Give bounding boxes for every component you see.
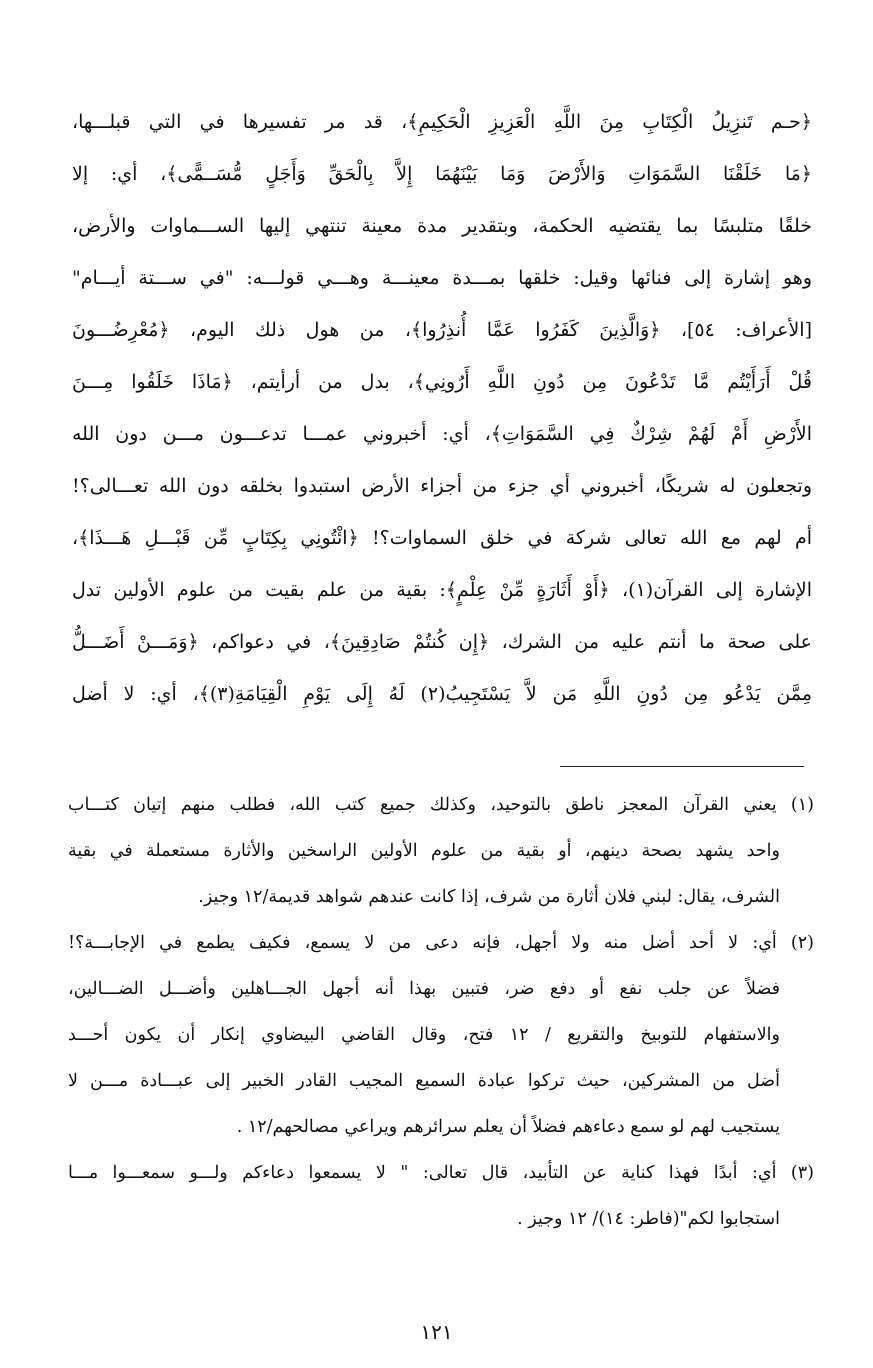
footnote-line: والاستفهام للتوبيخ والتقريع / ١٢ فتح، وقال القاضي البيضاوي إنكار أن يكون أحـــد [68,1025,780,1045]
footnote-line: أضل من المشركين، حيث تركوا عبادة السميع المجيب القادر الخبير إلى عبـــادة مـــن لا [68,1071,780,1091]
footnote-line: واحد يشهد بصحة دينهم، أو بقية من علوم الأولين الراسخين والأثارة مستعملة في بقية [68,841,780,861]
text-line: خلقًا متلبسًا بما يقتضيه الحكمة، وبتقدير مدة معينة تنتهي إليها الســـماوات والأرض، [72,215,812,237]
footnote-line: استجابوا لكم"(فاطر: ١٤)/ ١٢ وجيز . [517,1209,780,1229]
main-text [72,96,812,720]
text-line: أم لهم مع الله تعالى شركة في خلق السماوات؟! ﴿ائْتُونِي بِكِتَابٍ مِّن قَبْـــلِ هَـــذَا﴾، [72,527,812,549]
text-line: ﴿مَا خَلَقْنَا السَّمَوَاتِ وَالأَرْضَ وَمَا بَيْنَهُمَا إِلاَّ بِالْحَقِّ وَأَجَلٍ مُّسَــمًّى﴾، أي: إلا [72,163,812,185]
text-line: على صحة ما أنتم عليه من الشرك، ﴿إِن كُنتُمْ صَادِقِينَ﴾، في دعواكم، ﴿وَمَـــنْ أَضَـــلُّ [72,631,812,653]
text-line: وهو إشارة إلى فنائها وقيل: خلقها بمـــدة معينـــة وهـــي قولـــه: "في ســـتة أيـــام" [72,267,812,289]
footnote-line: (١) يعني القرآن المعجز ناطق بالتوحيد، وكذلك جميع كتب الله، فطلب منهم إتيان كتـــاب [68,795,814,815]
footnote-separator [560,766,804,767]
footnote-1 [68,782,814,920]
page-number: ١٢١ [420,1320,453,1344]
text-line: وتجعلون له شريكًا، أخبروني أي جزء من أجزاء الأرض استبدوا بخلقه دون الله تعـــالى؟! [72,475,812,497]
footnote-line: الشرف، يقال: لبني فلان أثارة من شرف، إذا كانت عندهم شواهد قديمة/١٢ وجيز. [198,887,780,907]
footnotes [68,782,814,1242]
footnote-3 [68,1150,814,1242]
text-line: [الأعراف: ٥٤]، ﴿وَالَّذِينَ كَفَرُوا عَمَّا أُنذِرُوا﴾، من هول ذلك اليوم، ﴿مُعْرِضُـــونَ [72,319,812,341]
footnote-2 [68,920,814,1150]
text-line: الإشارة إلى القرآن(١)، ﴿أَوْ أَثَارَةٍ مِّنْ عِلْمٍ﴾: بقية من علم بقيت من علوم الأولين تدل [72,579,812,601]
text-line: الأَرْضِ أَمْ لَهُمْ شِرْكٌ فِي السَّمَوَاتِ﴾، أي: أخبروني عمـــا تدعـــون مـــن دون الله [72,423,812,445]
footnote-line: (٣) أي: أبدًا فهذا كناية عن التأبيد، قال تعالى: " لا يسمعوا دعاءكم ولـــو سمعـــوا مـــا [68,1163,814,1183]
footnote-line: (٢) أي: لا أحد أضل منه ولا أجهل، فإنه دعى من لا يسمع، فكيف يطمع في الإجابـــة؟! [68,933,814,953]
text-line: قُلْ أَرَأَيْتُم مَّا تَدْعُونَ مِن دُونِ اللَّهِ أَرُونِي﴾، بدل من أرأيتم، ﴿مَاذَا خَلَقُوا مِـــنَ [72,371,812,393]
text-line: ﴿حـم تَنزِيلُ الْكِتَابِ مِنَ اللَّهِ الْعَزِيزِ الْحَكِيمِ﴾، قد مر تفسيرها في التي قبلـــها، [72,111,812,133]
text-line: مِمَّن يَدْعُو مِن دُونِ اللَّهِ مَن لاَّ يَسْتَجِيبُ(٢) لَهُ إِلَى يَوْمِ الْقِيَامَةِ(٣)﴾، أي: لا أضل [72,683,812,705]
footnote-line: يستجيب لهم لو سمع دعاءهم فضلاً أن يعلم سرائرهم ويراعي مصالحهم/١٢ . [236,1117,780,1137]
footnote-line: فضلاً عن جلب نفع أو دفع ضر، فتبين بهذا أنه أجهل الجـــاهلين وأضـــل الضـــالين، [68,979,780,999]
